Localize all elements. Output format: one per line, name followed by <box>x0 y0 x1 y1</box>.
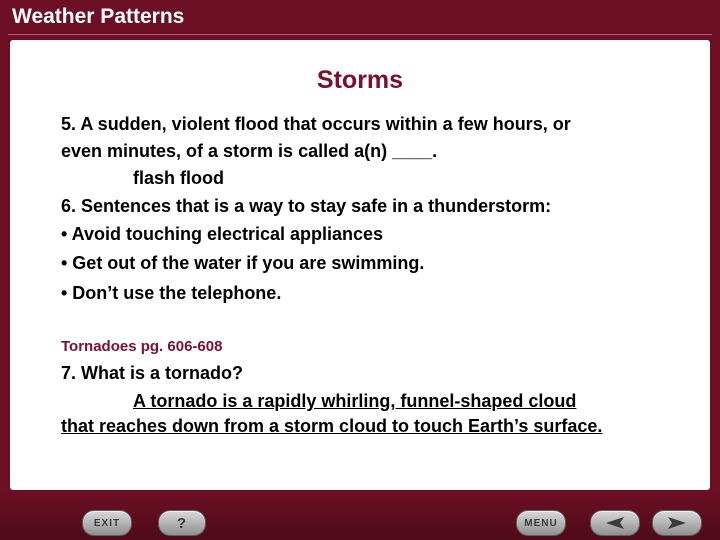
question-6-line: 6. Sentences that is a way to stay safe in a thunderstorm: <box>61 196 552 216</box>
exit-button-label: EXIT <box>93 517 121 529</box>
header-divider <box>8 34 712 35</box>
exit-button[interactable] <box>82 510 132 536</box>
question-7-line: 7. What is a tornado? <box>61 363 244 383</box>
tornadoes-link[interactable]: Tornadoes pg. 606-608 <box>61 338 223 355</box>
slide-content <box>10 40 710 490</box>
right-arrow-icon <box>666 516 688 530</box>
help-button[interactable] <box>158 510 206 536</box>
left-arrow-icon <box>604 516 626 530</box>
app-title: Weather Patterns <box>12 5 185 28</box>
header-bar <box>0 0 720 36</box>
bullet-item: • Get out of the water if you are swimming. <box>61 253 425 273</box>
help-button-label: ? <box>176 514 188 532</box>
menu-button-label: MENU <box>524 517 558 529</box>
menu-button[interactable] <box>516 510 566 536</box>
question-7-answer-line-2: that reaches down from a storm cloud to touch Earth’s surface. <box>61 416 603 436</box>
bullet-item: • Avoid touching electrical appliances <box>61 224 384 244</box>
slide-title: Storms <box>316 66 404 94</box>
bullet-item: • Don’t use the telephone. <box>61 283 282 303</box>
previous-button[interactable] <box>590 510 640 536</box>
question-7-answer-line-1: A tornado is a rapidly whirling, funnel-shaped cloud <box>133 391 577 411</box>
question-5-line-2: even minutes, of a storm is called a(n) ____. <box>61 141 438 161</box>
question-5-line-1: 5. A sudden, violent flood that occurs within a few hours, or <box>61 114 571 134</box>
question-5-answer: flash flood <box>133 168 224 188</box>
next-button[interactable] <box>652 510 702 536</box>
